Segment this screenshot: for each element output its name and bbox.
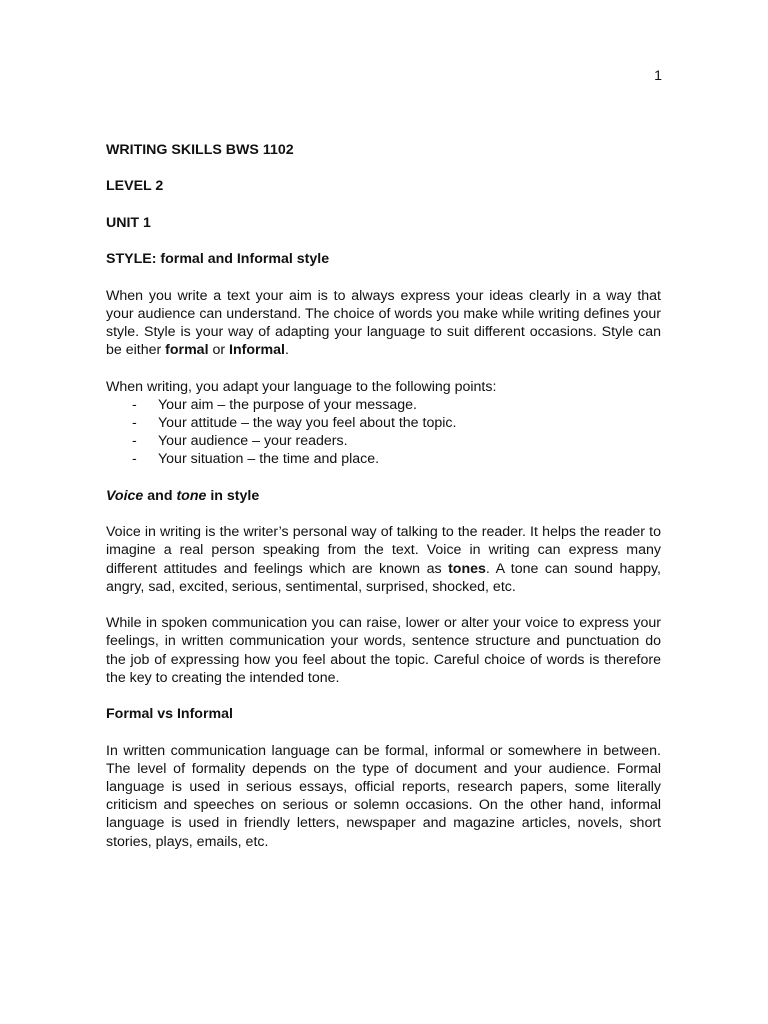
document-body — [106, 141, 661, 869]
list-item-text: Your aim – the purpose of your message. — [158, 396, 417, 413]
list-item — [106, 396, 661, 414]
list-item — [106, 450, 661, 468]
formal-informal-heading: Formal vs Informal — [106, 706, 233, 723]
intro-paragraph — [106, 287, 661, 360]
formal-paragraph: In written communication language can be formal, informal or somewhere in between. The level of formality depends on the type of document and your audience. Formal language is used in serious essays, official reports, research papers, some literally criticism and speeches on serious or solemn occasions. On the other hand, informal language is used in friendly letters, newspaper and magazine articles, novels, short stories, plays, emails, etc. — [106, 742, 661, 850]
list-item-text: Your situation – the time and place. — [158, 451, 380, 468]
adapt-points-list — [106, 396, 661, 469]
course-title: WRITING SKILLS BWS 1102 — [106, 142, 294, 158]
unit-heading: UNIT 1 — [106, 214, 151, 231]
dash-bullet: - — [132, 414, 137, 431]
intro-informal: Informal — [229, 342, 285, 359]
list-item-text: Your audience – your readers. — [158, 433, 348, 450]
intro-formal: formal — [165, 342, 209, 359]
style-heading-prefix: STYLE — [106, 251, 152, 268]
page-number: 1 — [654, 68, 662, 84]
intro-text: When you write a text your aim is to always express your ideas clearly in a way that your audience can understand. The choice of words you make while writing defines your style. Style is your way of adapting your language to suit different occasions. Style can be either — [106, 287, 661, 359]
list-item-text: Your attitude – the way you feel about the topic. — [158, 414, 457, 431]
level-heading: LEVEL 2 — [106, 178, 164, 195]
tone-word: tone — [176, 487, 207, 504]
adapt-intro: When writing, you adapt your language to the following points: — [106, 378, 497, 395]
dash-bullet: - — [132, 451, 137, 468]
voice-and: and — [143, 487, 177, 504]
voice-end: . A tone can sound happy, angry, sad, excited, serious, sentimental, surprised, shocked, etc. — [106, 560, 661, 595]
intro-end: . — [284, 342, 289, 359]
voice-word: Voice — [106, 487, 144, 504]
voice-tones: tones — [448, 560, 486, 577]
voice-rest: in style — [206, 487, 260, 504]
spoken-paragraph: While in spoken communication you can raise, lower or alter your voice to express your feelings, in written communication your words, sentence structure and punctuation do the job of expressing how you feel about the topic. Careful choice of words is therefore the key to creating the intended tone. — [106, 615, 661, 686]
dash-bullet: - — [132, 433, 137, 450]
style-heading — [106, 250, 661, 268]
voice-paragraph — [106, 523, 661, 596]
list-item — [106, 414, 661, 432]
voice-tone-heading — [106, 487, 661, 505]
style-heading-rest: : formal and Informal style — [151, 251, 330, 268]
list-item — [106, 432, 661, 450]
voice-text: Voice in writing is the writer’s personal way of talking to the reader. It helps the reader to imagine a real person speaking from the text. Voice in writing can express many different attitudes and feelings which are known as — [106, 524, 661, 577]
intro-mid: or — [208, 342, 230, 359]
dash-bullet: - — [132, 396, 137, 413]
